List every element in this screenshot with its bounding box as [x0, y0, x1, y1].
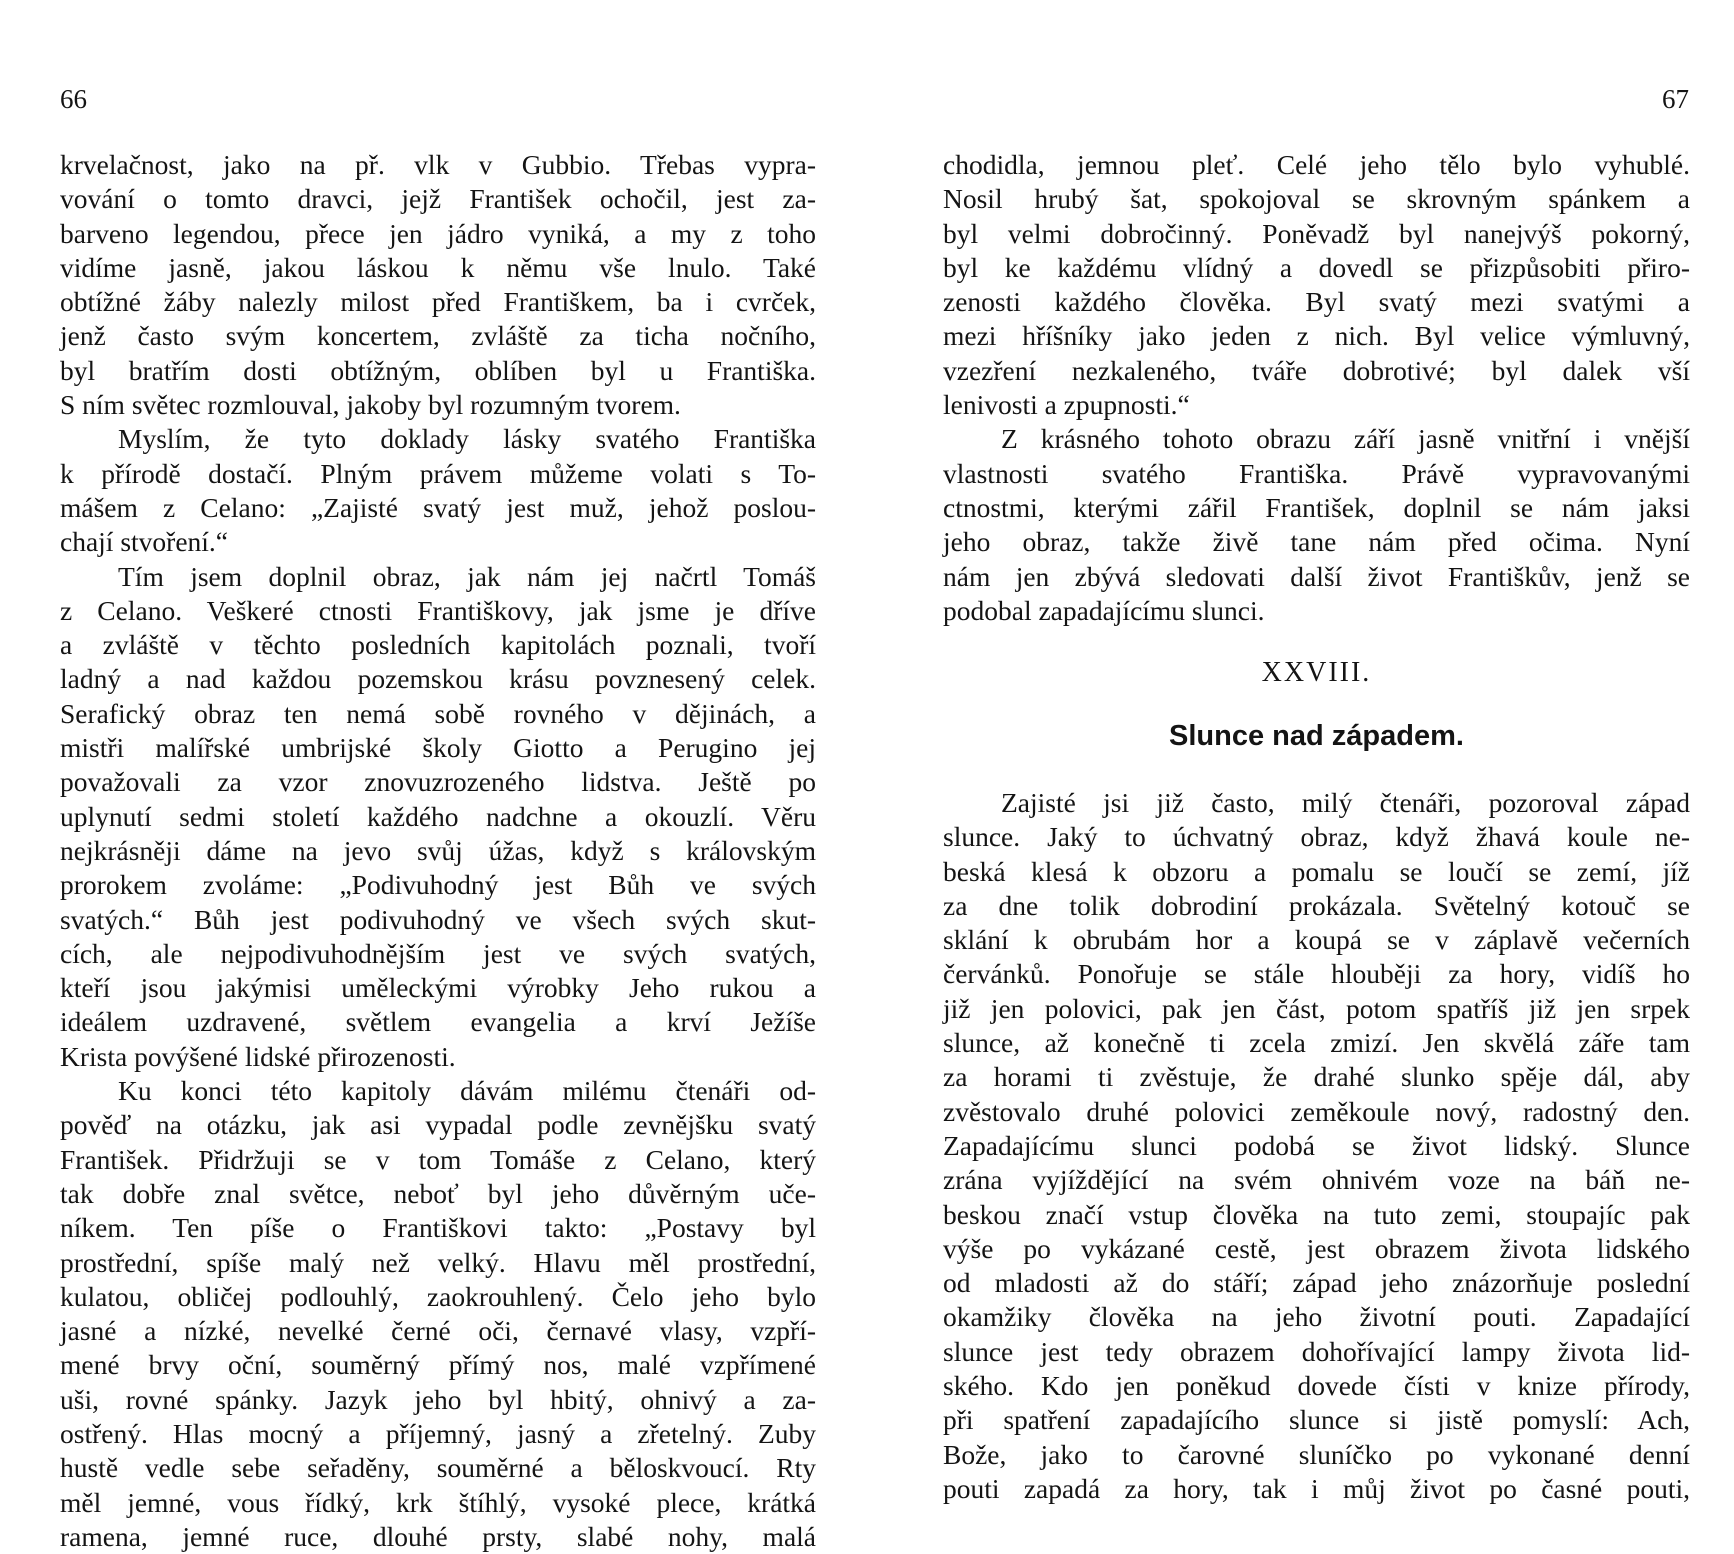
text-line: mené brvy oční, souměrný přímý nos, malé vzpřímené [60, 1349, 816, 1381]
text-line: Myslím, že tyto doklady lásky svatého Františka [118, 423, 816, 455]
chapter-numeral: XXVIII. [1261, 657, 1372, 688]
text-line: ského. Kdo jen poněkud dovede čísti v knize přírody, [943, 1370, 1690, 1402]
text-line: a zvláště v těchto posledních kapitolách poznali, tvoří [60, 629, 816, 661]
text-line: mášem z Celano: „Zajisté svatý jest muž, jehož poslou- [60, 491, 816, 523]
text-line: kteří jsou jakýmisi uměleckými výrobky Jeho rukou a [60, 972, 816, 1004]
text-line: nejkrásněji dáme na jevo svůj úžas, když s královským [60, 834, 816, 866]
page-number-left: 66 [60, 84, 87, 114]
text-line: pověď na otázku, jak asi vypadal podle zevnějšku svatý [60, 1109, 816, 1141]
text-line: od mladosti až do stáří; západ jeho znázorňuje poslední [943, 1267, 1690, 1299]
text-line: při spatření zapadajícího slunce si jistě pomyslí: Ach, [943, 1404, 1690, 1436]
page-number-right: 67 [1662, 84, 1689, 114]
right-page-text-bottom [943, 786, 1690, 1506]
text-line: již jen polovici, pak jen část, potom spatříš již jen srpek [943, 992, 1690, 1024]
text-line: uši, rovné spánky. Jazyk jeho byl hbitý, ohnivý a za- [60, 1383, 816, 1415]
text-line: Ku konci této kapitoly dávám milému čtenáři od- [118, 1075, 816, 1107]
text-line: slunce, až konečně ti zcela zmizí. Jen skvělá záře tam [943, 1027, 1690, 1059]
left-page-text [60, 148, 816, 1554]
text-line: barveno legendou, přece jen jádro vyniká, a my z toho [60, 217, 816, 249]
text-line: podobal zapadajícímu slunci. [943, 594, 1265, 626]
text-line: hustě vedle sebe seřaděny, souměrné a běloskvoucí. Rty [60, 1452, 816, 1484]
text-line: byl bratřím dosti obtížným, oblíben byl u Františka. [60, 354, 816, 386]
text-line: František. Přidržuji se v tom Tomáše z Celano, který [60, 1143, 816, 1175]
text-line: chodidla, jemnou pleť. Celé jeho tělo bylo vyhublé. [943, 149, 1690, 180]
text-line: za dne tolik dobrodiní prokázala. Světelný kotouč se [943, 889, 1690, 921]
text-line: Z krásného tohoto obrazu září jasně vnitřní i vnější [1001, 423, 1690, 455]
text-line: za horami ti zvěstuje, že drahé slunko spěje dál, aby [943, 1061, 1690, 1093]
text-line: byl ke každému vlídný a dovedl se přizpůsobiti přiro- [943, 251, 1690, 283]
text-line: S ním světec rozmlouval, jakoby byl rozumným tvorem. [60, 389, 681, 421]
text-line: jenž často svým koncertem, zvláště za ticha nočního, [60, 320, 816, 352]
text-line: měl jemné, vous řídký, krk štíhlý, vysoké plece, krátká [60, 1486, 816, 1518]
text-line: Serafický obraz ten nemá sobě rovného v dějinách, a [60, 697, 816, 729]
text-line: ctnostmi, kterými zářil František, doplnil se nám jaksi [943, 491, 1690, 523]
text-line: prorokem zvoláme: „Podivuhodný jest Bůh ve svých [60, 869, 816, 901]
text-line: Krista povýšené lidské přirozenosti. [60, 1040, 456, 1072]
text-line: Nosil hrubý šat, spokojoval se skrovným spánkem a [943, 183, 1690, 215]
text-line: chají stvoření.“ [60, 526, 228, 558]
text-line: z Celano. Veškeré ctnosti Františkovy, jak jsme je dříve [60, 594, 816, 626]
text-line: zvěstovalo druhé polovici zeměkoule nový, radostný den. [943, 1095, 1690, 1127]
text-line: byl velmi dobročinný. Poněvadž byl nanejvýš pokorný, [943, 217, 1690, 249]
text-line: beskou značí vstup člověka na tuto zemi, stoupajíc pak [943, 1198, 1690, 1230]
text-line: krvelačnost, jako na př. vlk v Gubbio. Třebas vypra- [60, 149, 816, 180]
text-line: prostřední, spíše malý než velký. Hlavu měl prostřední, [60, 1246, 816, 1278]
text-line: zrána vyjíždějící na svém ohnivém voze na báň ne- [943, 1164, 1690, 1196]
text-line: uplynutí sedmi století každého nadchne a okouzlí. Věru [60, 800, 816, 832]
text-line: ladný a nad každou pozemskou krásu povznesený celek. [60, 663, 816, 695]
text-line: cích, ale nejpodivuhodnějším jest ve svých svatých, [60, 937, 816, 969]
text-line: slunce jest tedy obrazem dohořívající lampy života lid- [943, 1335, 1690, 1367]
text-line: ostřený. Hlas mocný a příjemný, jasný a zřetelný. Zuby [60, 1417, 816, 1449]
right-page [867, 0, 1734, 1504]
text-line: svatých.“ Bůh jest podivuhodný ve všech svých skut- [60, 903, 816, 935]
text-line: nám jen zbývá sledovati další život Františkův, jenž se [943, 560, 1690, 592]
text-line: kulatou, obličej podlouhlý, zaokrouhlený. Čelo jeho bylo [60, 1280, 816, 1312]
text-line: považovali za vzor znovuzrozeného lidstva. Ještě po [60, 766, 816, 798]
text-line: tak dobře znal světce, neboť byl jeho důvěrným uče- [60, 1177, 816, 1209]
text-line: vování o tomto dravci, jejž František ochočil, jest za- [60, 183, 816, 215]
text-line: červánků. Ponořuje se stále hlouběji za hory, vidíš ho [943, 958, 1690, 990]
text-line: Tím jsem doplnil obraz, jak nám jej načrtl Tomáš [118, 560, 816, 592]
chapter-title: Slunce nad západem. [1169, 720, 1464, 752]
text-line: výše po vykázané cestě, jest obrazem života lidského [943, 1232, 1690, 1264]
text-line: zenosti každého člověka. Byl svatý mezi svatými a [943, 286, 1690, 318]
right-page-text-top [943, 148, 1690, 628]
text-line: obtížné žáby nalezly milost před Františkem, ba i cvrček, [60, 286, 816, 318]
text-line: mezi hříšníky jako jeden z nich. Byl velice výmluvný, [943, 320, 1690, 352]
text-line: níkem. Ten píše o Františkovi takto: „Postavy byl [60, 1212, 816, 1244]
text-line: k přírodě dostačí. Plným právem můžeme volati s To- [60, 457, 816, 489]
text-line: ideálem uzdravené, světlem evangelia a krví Ježíše [60, 1006, 816, 1038]
text-line: jeho obraz, takže živě tane nám před očima. Nyní [943, 526, 1690, 558]
text-line: okamžiky člověka na jeho životní pouti. Zapadající [943, 1301, 1690, 1333]
text-line: jasné a nízké, nevelké černé oči, černavé vlasy, vzpří- [60, 1315, 816, 1347]
text-line: ramena, jemné ruce, dlouhé prsty, slabé nohy, malá [60, 1520, 816, 1552]
text-line: beská klesá k obzoru a pomalu se loučí se zemí, jíž [943, 855, 1690, 887]
text-line: lenivosti a zpupnosti.“ [943, 389, 1190, 421]
text-line: sklání k obrubám hor a koupá se v záplavě večerních [943, 924, 1690, 956]
text-line: Bože, jako to čarovné sluníčko po vykonané denní [943, 1438, 1690, 1470]
text-line: vlastnosti svatého Františka. Právě vypravovanými [943, 457, 1690, 489]
text-line: pouti zapadá za hory, tak i můj život po časné pouti, [943, 1472, 1690, 1504]
text-line: slunce. Jaký to úchvatný obraz, když žhavá koule ne- [943, 821, 1690, 853]
text-line: vidíme jasně, jakou láskou k němu vše lnulo. Také [60, 251, 816, 283]
left-page [0, 0, 867, 1552]
text-line: mistři malířské umbrijské školy Giotto a Perugino jej [60, 732, 816, 764]
text-line: Zapadajícímu slunci podobá se život lidský. Slunce [943, 1129, 1690, 1161]
text-line: Zajisté jsi již často, milý čtenáři, pozoroval západ [1001, 787, 1690, 818]
text-line: vzezření nezkaleného, tváře dobrotivé; byl dalek vší [943, 354, 1690, 386]
